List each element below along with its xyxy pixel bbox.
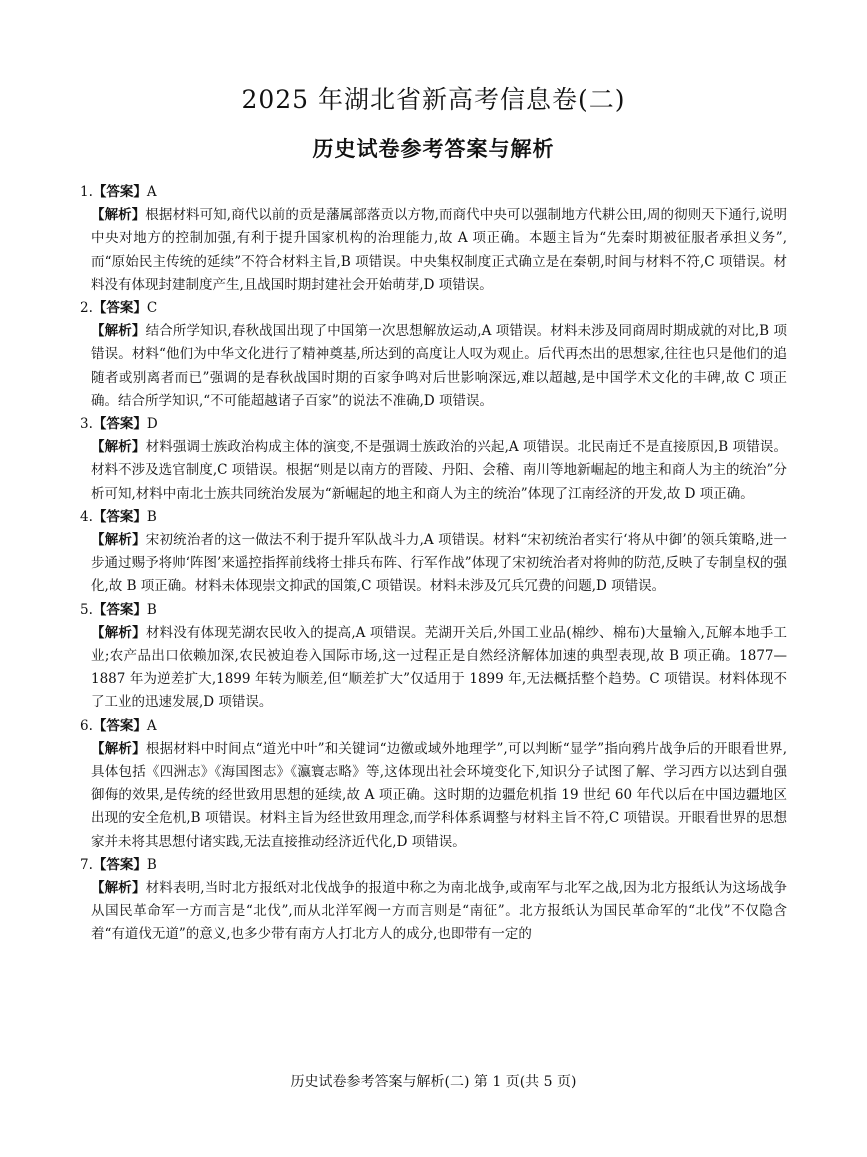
question-number: 3.: [80, 416, 93, 432]
analysis-text: 根据材料中时间点“道光中叶”和关键词“边徼或域外地理学”,可以判断“显学”指向鸦片战争后的开眼看世界,具体包括《四洲志》《海国图志》《瀛寰志略》等,这体现出社会环境变化下,知识分子试图了解、学习西方以达到自强御侮的效果,是传统的经世致用思想的延续,故 A 项正确。这时期的边疆危机指 19 世纪 60 年代以后在中国边疆地区出现的安全危机,B 项错误。材料主旨为经世致用理念,而学科体系调整与材料主旨不符,C 项错误。开眼看世界的思想家并未将其思想付诸实践,无法直接推动经济近代化,D 项错误。: [91, 740, 787, 850]
document-title: 2025 年湖北省新高考信息卷(二): [241, 85, 626, 114]
document-subtitle: 历史试卷参考答案与解析: [312, 137, 555, 161]
analysis-paragraph: [91, 529, 787, 599]
answer-label: 【答案】: [92, 508, 147, 525]
question-item: [80, 506, 787, 599]
question-number: 1.: [80, 184, 93, 200]
analysis-text: 材料强调士族政治构成主体的演变,不是强调士族政治的兴起,A 项错误。北民南迁不是直接原因,B 项错误。材料不涉及选官制度,C 项错误。根据“则是以南方的晋陵、丹阳、会稽、南川等地新崛起的地主和商人为主的统治”分析可知,材料中南北士族共同统治发展为“新崛起的地主和商人为主的统治”体现了江南经济的开发,故 D 项正确。: [91, 439, 788, 502]
answer-line: [80, 599, 787, 622]
analysis-label: 【解析】: [91, 740, 146, 757]
analysis-paragraph: [91, 204, 787, 297]
question-number: 2.: [80, 300, 93, 316]
answer-line: [80, 715, 787, 738]
answer-line: [80, 297, 787, 320]
answer-value: B: [146, 601, 157, 618]
question-item: [80, 599, 787, 715]
analysis-text: 材料表明,当时北方报纸对北伐战争的报道中称之为南北战争,或南军与北军之战,因为北方报纸认为这场战争从国民革命军一方而言是“北伐”,而从北洋军阀一方而言则是“南征”。北方报纸认为国民革命军的“北伐”不仅隐含着“有道伐无道”的意义,也多少带有南方人打北方人的成分,也即带有一定的: [91, 879, 787, 943]
answer-line: [80, 181, 787, 204]
answer-value: B: [146, 508, 157, 525]
analysis-paragraph: [91, 738, 787, 854]
analysis-text: 根据材料可知,商代以前的贡是藩属部落贡以方物,而商代中央可以强制地方代耕公田,周的彻则天下通行,说明中央对地方的控制加强,有利于提升国家机构的治理能力,故 A 项正确。本题主旨为“先秦时期被征服者承担义务”,而“原始民主传统的延续”不符合材料主旨,B 项错误。中央集权制度正式确立是在秦朝,时间与材料不符,C 项错误。材料没有体现封建制度产生,且战国时期封建社会开始萌芽,D 项错误。: [91, 207, 787, 293]
page-footer: 历史试卷参考答案与解析(二) 第 1 页(共 5 页): [290, 1074, 577, 1090]
answer-value: A: [146, 717, 157, 734]
analysis-paragraph: [91, 436, 787, 506]
question-number: 4.: [80, 508, 93, 525]
answer-label: 【答案】: [92, 856, 147, 873]
analysis-paragraph: [91, 320, 787, 413]
answer-label: 【答案】: [92, 416, 147, 432]
answer-label: 【答案】: [92, 300, 147, 316]
answer-line: [80, 506, 787, 529]
question-number: 5.: [80, 601, 93, 618]
analysis-text: 宋初统治者的这一做法不利于提升军队战斗力,A 项错误。材料“宋初统治者实行‘将从中御’的领兵策略,进一步通过赐予将帅‘阵图’来遥控指挥前线将士排兵布阵、行军作战”体现了宋初统治者对将帅的防范,反映了专制皇权的强化,故 B 项正确。材料未体现崇文抑武的国策,C 项错误。材料未涉及冗兵冗费的问题,D 项错误。: [91, 531, 788, 595]
answer-value: A: [146, 184, 157, 200]
answer-value: C: [146, 300, 158, 316]
analysis-label: 【解析】: [91, 624, 146, 641]
question-number: 6.: [80, 717, 93, 734]
question-item: [80, 297, 787, 413]
question-item: [80, 413, 787, 506]
analysis-paragraph: [91, 622, 787, 715]
analysis-text: 材料没有体现芜湖农民收入的提高,A 项错误。芜湖开关后,外国工业品(棉纱、棉布)大量输入,瓦解本地手工业;农产品出口依赖加深,农民被迫卷入国际市场,这一过程正是自然经济解体加速的典型表现,故 B 项正确。1877—1887 年为逆差扩大,1899 年转为顺差,但“顺差扩大”仅适用于 1899 年,无法概括整个趋势。C 项错误。材料体现不了工业的迅速发展,D 项错误。: [91, 624, 787, 711]
question-item: [80, 181, 787, 297]
answer-list: [80, 181, 787, 947]
analysis-label: 【解析】: [91, 323, 146, 340]
answer-line: [80, 413, 787, 436]
answer-value: B: [146, 856, 157, 873]
answer-line: [80, 854, 787, 877]
answer-value: D: [146, 416, 158, 432]
answer-label: 【答案】: [92, 184, 147, 200]
question-number: 7.: [80, 856, 93, 873]
analysis-label: 【解析】: [91, 531, 146, 548]
question-item: [80, 715, 787, 854]
analysis-label: 【解析】: [91, 439, 146, 456]
question-item: [80, 854, 787, 947]
analysis-text: 结合所学知识,春秋战国出现了中国第一次思想解放运动,A 项错误。材料未涉及同商周时期成就的对比,B 项错误。材料“他们为中华文化进行了精神奠基,所达到的高度让人叹为观止。后代再杰出的思想家,往往也只是他们的追随者或别离者而已”强调的是春秋战国时期的百家争鸣对后世影响深远,难以超越,是中国学术文化的丰碑,故 C 项正确。结合所学知识,“不可能超越诸子百家”的说法不准确,D 项错误。: [91, 323, 788, 409]
analysis-label: 【解析】: [91, 207, 146, 224]
answer-label: 【答案】: [92, 717, 147, 734]
answer-label: 【答案】: [92, 601, 147, 618]
analysis-paragraph: [91, 877, 787, 947]
analysis-label: 【解析】: [91, 879, 146, 896]
